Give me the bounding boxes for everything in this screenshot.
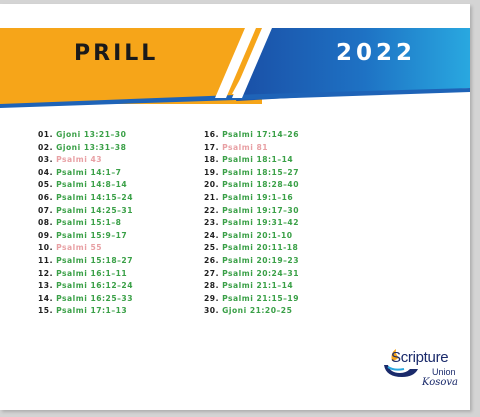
reading-reference: Psalmi 55 <box>56 243 103 253</box>
reading-row <box>204 154 299 167</box>
reading-day: 25. <box>204 243 219 253</box>
reading-day: 20. <box>204 180 219 190</box>
reading-reference: Psalmi 21:1–14 <box>222 281 294 291</box>
year-title: 2022 <box>336 40 417 66</box>
reading-reference: Gjoni 13:31–38 <box>56 142 127 152</box>
reading-row <box>38 280 133 293</box>
reading-row <box>204 305 299 318</box>
reading-reference: Psalmi 16:12–24 <box>56 281 133 291</box>
reading-reference: Psalmi 16:25–33 <box>56 293 133 303</box>
reading-row <box>38 293 133 306</box>
logo-text-union: Union <box>432 367 456 377</box>
reading-reference: Psalmi 14:8–14 <box>56 180 128 190</box>
reading-reference: Psalmi 43 <box>56 155 103 165</box>
reading-row <box>38 242 133 255</box>
reading-reference: Psalmi 19:17–30 <box>222 205 299 215</box>
reading-day: 16. <box>204 130 219 139</box>
reading-row <box>38 129 133 142</box>
reading-row <box>204 280 299 293</box>
reading-reference: Psalmi 18:28–40 <box>222 180 299 190</box>
readings-column-left <box>38 129 133 318</box>
reading-day: 11. <box>38 255 53 265</box>
reading-row <box>38 305 133 318</box>
reading-reference: Psalmi 21:15–19 <box>222 293 299 303</box>
reading-reference: Psalmi 20:11-18 <box>222 243 299 253</box>
logo-text-scripture: Scripture <box>391 349 449 366</box>
reading-day: 04. <box>38 167 53 177</box>
reading-day: 06. <box>38 192 53 202</box>
month-title: PRILL <box>74 41 159 66</box>
reading-row <box>38 167 133 180</box>
reading-row <box>204 255 299 268</box>
reading-reference: Psalmi 15:9–17 <box>56 230 128 240</box>
reading-day: 18. <box>204 155 219 165</box>
reading-reference: Psalmi 14:25–31 <box>56 205 133 215</box>
reading-day: 21. <box>204 192 219 202</box>
scripture-union-logo <box>380 347 470 402</box>
reading-row <box>204 217 299 230</box>
reading-reference: Psalmi 18:15–27 <box>222 167 299 177</box>
reading-row <box>204 192 299 205</box>
reading-reference: Psalmi 81 <box>222 142 269 152</box>
reading-reference: Psalmi 14:15–24 <box>56 192 133 202</box>
reading-row <box>38 217 133 230</box>
reading-reference: Psalmi 15:18–27 <box>56 255 133 265</box>
reading-day: 23. <box>204 218 219 228</box>
reading-reference: Psalmi 18:1–14 <box>222 155 294 165</box>
reading-day: 17. <box>204 142 219 152</box>
reading-row <box>204 179 299 192</box>
reading-reference: Psalmi 20:1-10 <box>222 230 293 240</box>
reading-reference: Psalmi 15:1–8 <box>56 218 122 228</box>
reading-reference: Psalmi 16:1–11 <box>56 268 128 278</box>
reading-reference: Psalmi 17:14–26 <box>222 130 299 139</box>
reading-row <box>204 268 299 281</box>
reading-day: 01. <box>38 130 53 139</box>
reading-row <box>204 167 299 180</box>
reading-day: 12. <box>38 268 53 278</box>
reading-day: 08. <box>38 218 53 228</box>
reading-row <box>38 142 133 155</box>
reading-row <box>204 230 299 243</box>
reading-row <box>38 192 133 205</box>
reading-day: 07. <box>38 205 53 215</box>
reading-day: 10. <box>38 243 53 253</box>
reading-day: 22. <box>204 205 219 215</box>
reading-day: 02. <box>38 142 53 152</box>
reading-reference: Psalmi 17:1–13 <box>56 306 128 316</box>
reading-day: 19. <box>204 167 219 177</box>
reading-row <box>204 129 299 142</box>
reading-row <box>38 205 133 218</box>
reading-reference: Psalmi 14:1–7 <box>56 167 122 177</box>
reading-day: 14. <box>38 293 53 303</box>
reading-reference: Psalmi 20:19–23 <box>222 255 299 265</box>
reading-row <box>204 142 299 155</box>
reading-reference: Gjoni 21:20–25 <box>222 306 293 316</box>
logo-text-kosova: Kosova <box>422 377 458 388</box>
reading-day: 24. <box>204 230 219 240</box>
readings-column-right <box>204 129 299 318</box>
reading-row <box>38 268 133 281</box>
reading-day: 27. <box>204 268 219 278</box>
reading-day: 30. <box>204 306 219 316</box>
reading-plan-card <box>0 4 470 410</box>
reading-row <box>38 154 133 167</box>
reading-day: 03. <box>38 155 53 165</box>
reading-reference: Psalmi 20:24–31 <box>222 268 299 278</box>
reading-row <box>204 205 299 218</box>
reading-row <box>38 179 133 192</box>
reading-row <box>38 255 133 268</box>
reading-reference: Psalmi 19:31–42 <box>222 218 299 228</box>
reading-row <box>204 293 299 306</box>
reading-reference: Psalmi 19:1–16 <box>222 192 294 202</box>
reading-day: 15. <box>38 306 53 316</box>
reading-row <box>204 242 299 255</box>
reading-day: 28. <box>204 281 219 291</box>
reading-reference: Gjoni 13:21–30 <box>56 130 127 139</box>
reading-row <box>38 230 133 243</box>
reading-day: 05. <box>38 180 53 190</box>
reading-day: 29. <box>204 293 219 303</box>
reading-day: 09. <box>38 230 53 240</box>
reading-day: 13. <box>38 281 53 291</box>
reading-day: 26. <box>204 255 219 265</box>
